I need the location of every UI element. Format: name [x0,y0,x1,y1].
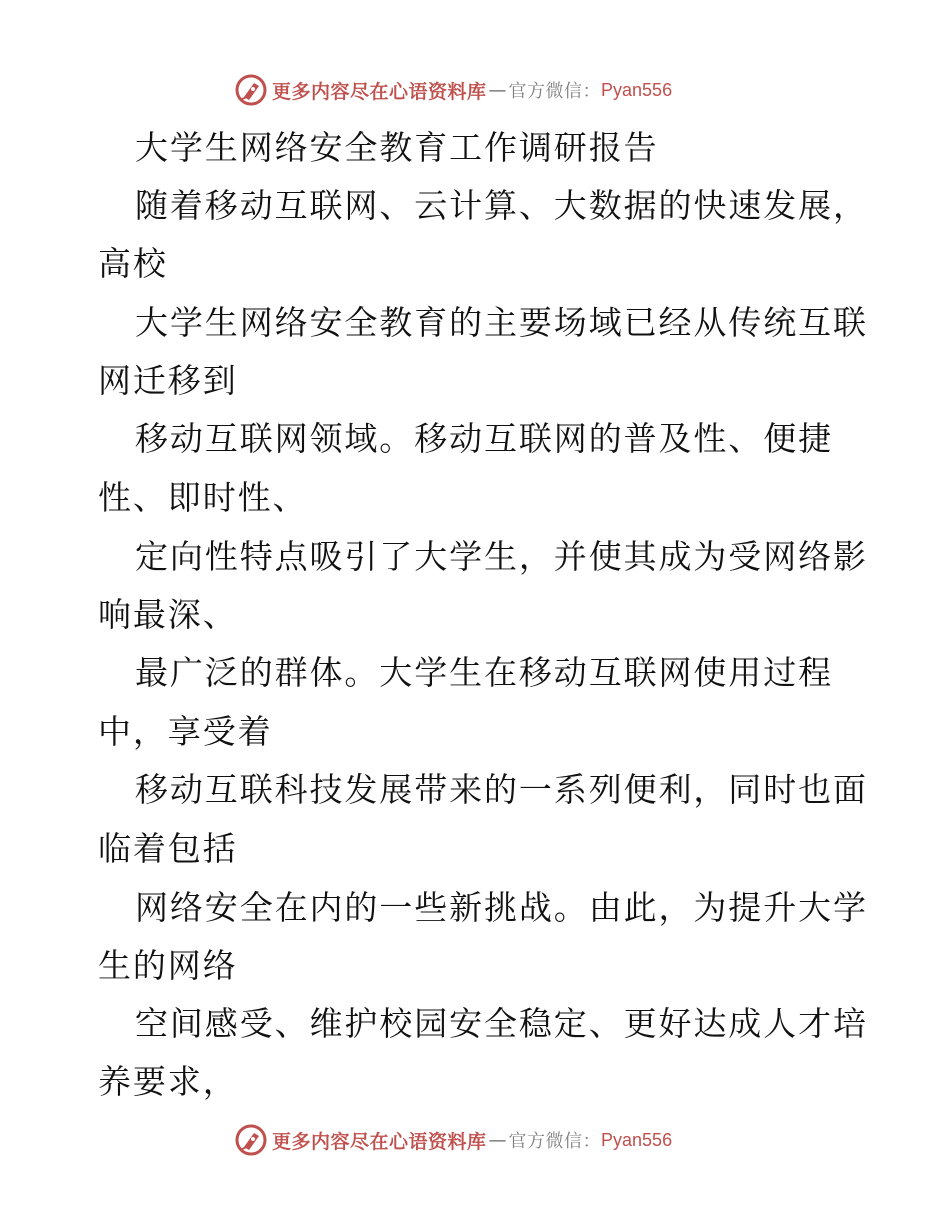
body-line: 移动互联科技发展带来的一系列便利，同时也面 [135,770,868,809]
body-line: 大学生网络安全教育的主要场域已经从传统互联 [135,303,868,342]
body-line: 性、即时性、 [98,478,308,517]
body-line: 最广泛的群体。大学生在移动互联网使用过程 [135,653,833,692]
body-line: 生的网络 [98,946,238,985]
banner-contact-id: Pyan556 [601,79,673,100]
header-banner [234,70,754,110]
banner-dash: — [488,1129,507,1151]
body-line: 高校 [98,244,168,283]
body-line: 移动互联网领域。移动互联网的普及性、便捷 [135,419,833,458]
body-line: 空间感受、维护校园安全稳定、更好达成人才培 [135,1004,868,1043]
body-line: 网迁移到 [98,361,238,400]
banner-contact-label: 官方微信： [508,81,602,102]
pen-nib-seal-icon [234,1123,268,1157]
banner-promo-text: 更多内容尽在心语资料库 [272,1130,487,1153]
banner-promo-text: 更多内容尽在心语资料库 [272,80,487,103]
footer-banner [234,1120,754,1160]
banner-dash: — [488,79,507,101]
body-line: 养要求， [98,1062,238,1101]
banner-contact-label: 官方微信： [508,1131,602,1152]
body-line: 定向性特点吸引了大学生，并使其成为受网络影 [135,537,868,576]
body-line: 网络安全在内的一些新挑战。由此，为提升大学 [135,888,868,927]
body-line: 临着包括 [98,829,238,868]
body-line: 中，享受着 [98,712,273,751]
document-title: 大学生网络安全教育工作调研报告 [135,128,659,167]
pen-nib-seal-icon [234,73,268,107]
body-line: 响最深、 [98,595,238,634]
banner-contact-id: Pyan556 [601,1129,673,1150]
body-line: 随着移动互联网、云计算、大数据的快速发展， [135,186,868,225]
